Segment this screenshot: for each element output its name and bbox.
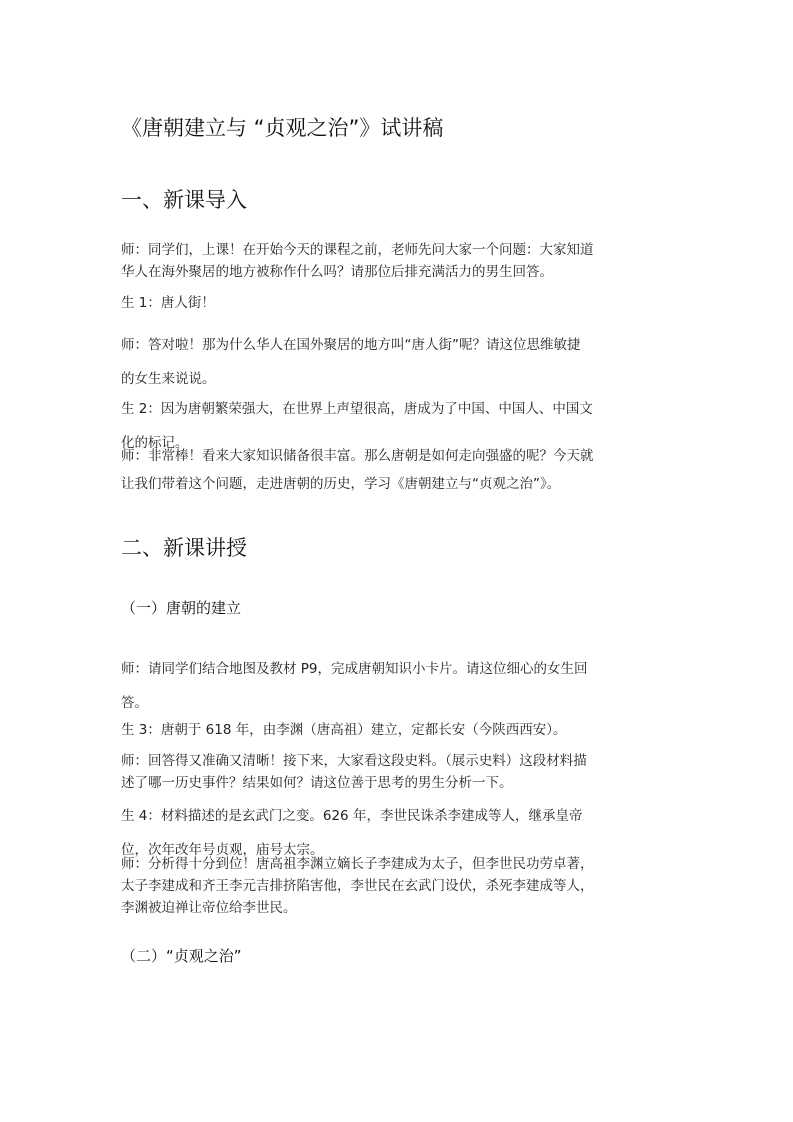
text-line: 师：同学们，上课！在开始今天的课程之前，老师先问大家一个问题：大家知道: [121, 242, 594, 258]
paragraph: [121, 292, 677, 314]
paragraph: [121, 328, 677, 396]
text-line: 答。: [121, 695, 148, 711]
section-heading-lecture: 二、新课讲授: [121, 536, 247, 560]
text-line: 师：答对啦！那为什么华人在国外聚居的地方叫“唐人街”呢？请这位思维敏捷: [121, 337, 581, 353]
text-line: 化的标记。: [121, 435, 189, 451]
text-line: 生 4：材料描述的是玄武门之变。626 年，李世民诛杀李建成等人，继承皇帝: [121, 808, 583, 824]
paragraph: [121, 442, 677, 498]
text-line: 李渊被迫禅让帝位给李世民。: [121, 900, 297, 916]
text-line: 生 3：唐朝于 618 年，由李渊（唐高祖）建立，定都长安（今陕西西安）。: [121, 722, 567, 738]
document-title: 《唐朝建立与 “贞观之治”》试讲稿: [121, 116, 444, 140]
text-line: 位，次年改年号贞观，庙号太宗。: [121, 842, 324, 858]
paragraph: [121, 750, 677, 794]
text-line: 太子李建成和齐王李元吉排挤陷害他，李世民在玄武门设伏，杀死李建成等人，: [121, 878, 594, 894]
text-line: 师：回答得又准确又清晰！接下来，大家看这段史料。（展示史料）这段材料描: [121, 753, 587, 769]
text-line: 师：请同学们结合地图及教材 P9，完成唐朝知识小卡片。请这位细心的女生回: [121, 661, 588, 677]
paragraph: [121, 853, 677, 919]
text-line: 师：非常棒！看来大家知识储备很丰富。那么唐朝是如何走向强盛的呢？今天就: [121, 448, 594, 464]
paragraph: [121, 239, 677, 283]
subsection-heading-founding: （一）唐朝的建立: [121, 599, 242, 617]
text-line: 师：分析得十分到位！唐高祖李渊立嫡长子李建成为太子，但李世民功劳卓著，: [121, 856, 594, 872]
text-line: 让我们带着这个问题，走进唐朝的历史，学习《唐朝建立与“贞观之治”》。: [121, 476, 561, 492]
text-line: 生 1：唐人街！: [121, 295, 215, 311]
paragraph: [121, 652, 677, 720]
text-line: 的女生来说说。: [121, 371, 216, 387]
text-line: 华人在海外聚居的地方被称作什么吗？请那位后排充满活力的男生回答。: [121, 264, 553, 280]
section-heading-intro: 一、新课导入: [121, 188, 247, 212]
text-line: 生 2：因为唐朝繁荣强大，在世界上声望很高，唐成为了中国、中国人、中国文: [121, 401, 593, 417]
paragraph: [121, 719, 677, 741]
subsection-heading-zhenguan: （二）“贞观之治”: [121, 947, 242, 965]
text-line: 述了哪一历史事件？结果如何？请这位善于思考的男生分析一下。: [121, 775, 513, 791]
